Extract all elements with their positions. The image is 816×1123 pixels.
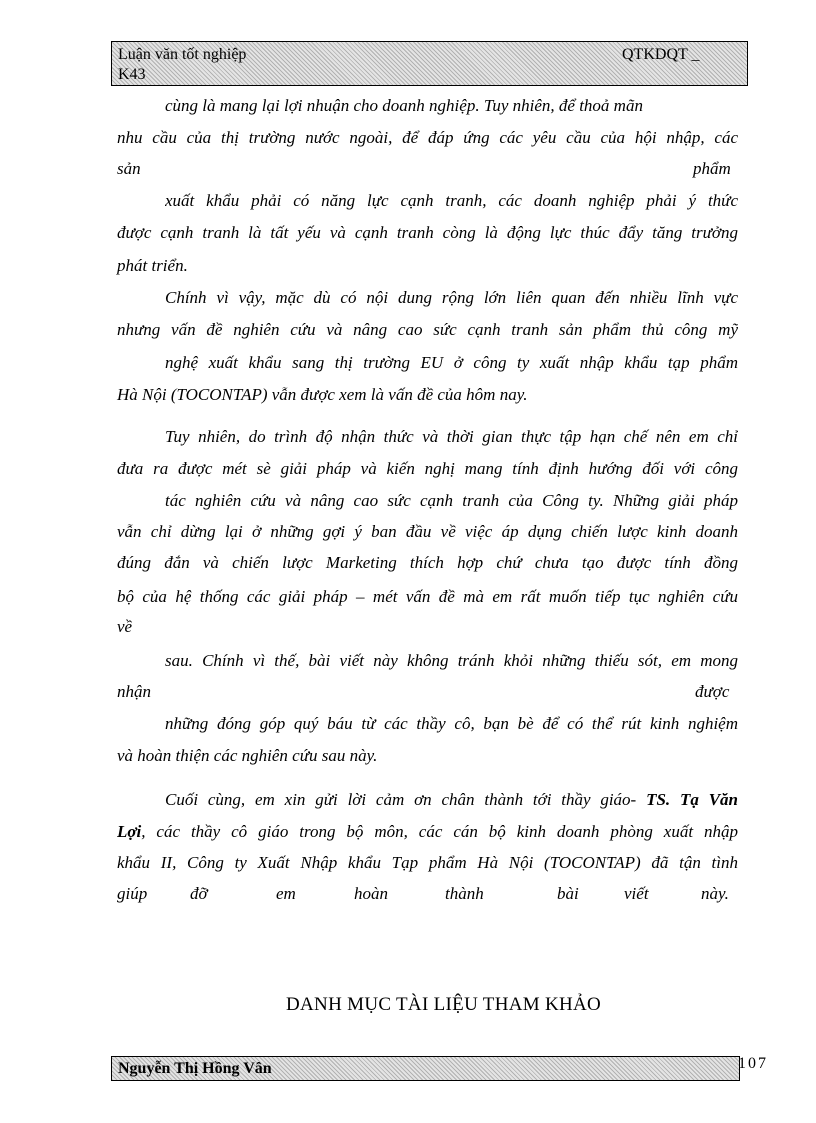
body-line: về — [117, 617, 133, 636]
body-line: vẫn chỉ dừng lại ở những gợi ý ban đầu về việc áp dụng chiến lược kinh doanh — [117, 522, 738, 541]
body-word: sản — [117, 159, 141, 178]
body-word: giúp — [117, 884, 148, 903]
header-title: Luận văn tốt nghiệp — [118, 46, 247, 63]
body-line: nhu cầu của thị trường nước ngoài, để đáp ứng các yêu cầu của hội nhập, các — [117, 128, 738, 147]
body-word: đỡ — [190, 884, 208, 903]
section-heading: DANH MỤC TÀI LIỆU THAM KHẢO — [286, 994, 602, 1015]
advisor-name-cont: Lợi — [117, 822, 142, 841]
body-word: thành — [445, 884, 484, 903]
body-line: xuất khẩu phải có năng lực cạnh tranh, các doanh nghiệp phải ý thức — [165, 191, 738, 210]
body-line: đưa ra được mét sè giải pháp và kiến nghị mang tính định hướng đối với công — [117, 459, 738, 478]
body-line: Hà Nội (TOCONTAP) vẫn được xem là vấn đề của hôm nay. — [117, 385, 528, 404]
footer-author: Nguyễn Thị Hồng Vân — [118, 1060, 272, 1077]
advisor-name: TS. Tạ Văn — [646, 790, 738, 809]
body-word: này. — [701, 884, 729, 903]
body-line: Chính vì vậy, mặc dù có nội dung rộng lớn liên quan đến nhiều lĩnh vực — [165, 288, 738, 307]
body-word: được — [695, 682, 730, 701]
body-word: phẩm — [693, 159, 731, 178]
page-footer — [111, 1056, 740, 1081]
body-line: phát triển. — [117, 256, 188, 275]
body-line: và hoàn thiện các nghiên cứu sau này. — [117, 746, 378, 765]
body-line: bộ của hệ thống các giải pháp – mét vấn đề mà em rất muốn tiếp tục nghiên cứu — [117, 587, 738, 606]
body-line: nghệ xuất khẩu sang thị trường EU ở công ty xuất nhập khẩu tạp phẩm — [165, 353, 738, 372]
page-header — [111, 41, 748, 86]
body-word: nhận — [117, 682, 151, 701]
body-line: tác nghiên cứu và nâng cao sức cạnh tranh của Công ty. Những giải pháp — [165, 491, 738, 510]
body-text: Cuối cùng, em xin gửi lời cảm ơn chân thành tới thầy giáo- — [165, 790, 647, 809]
body-line: cùng là mang lại lợi nhuận cho doanh nghiệp. Tuy nhiên, để thoả mãn — [165, 96, 643, 115]
header-course-code: QTKDQT _ — [622, 46, 700, 63]
body-line: những đóng góp quý báu từ các thầy cô, bạn bè để có thể rút kinh nghiệm — [165, 714, 738, 733]
body-line — [117, 822, 738, 844]
body-word: em — [276, 884, 296, 903]
body-text: , các thầy cô giáo trong bộ môn, các cán bộ kinh doanh phòng xuất nhập — [141, 822, 738, 841]
page-number: 107 — [738, 1055, 768, 1072]
body-word: viết — [624, 884, 649, 903]
body-line: được cạnh tranh là tất yếu và cạnh tranh còng là động lực thúc đẩy tăng trưởng — [117, 223, 738, 242]
body-line: đúng đắn và chiến lược Marketing thích hợp chứ chưa tạo được tính đồng — [117, 553, 738, 572]
body-word: bài — [557, 884, 579, 903]
body-line: sau. Chính vì thế, bài viết này không tránh khỏi những thiếu sót, em mong — [165, 651, 738, 670]
body-line: nhưng vấn đề nghiên cứu và nâng cao sức cạnh tranh sản phẩm thủ công mỹ — [117, 320, 738, 339]
header-course-code-cont: K43 — [118, 66, 146, 83]
body-word: hoàn — [354, 884, 388, 903]
body-line — [165, 790, 738, 812]
body-line: khẩu II, Công ty Xuất Nhập khẩu Tạp phẩm Hà Nội (TOCONTAP) đã tận tình — [117, 853, 738, 872]
body-line: Tuy nhiên, do trình độ nhận thức và thời gian thực tập hạn chế nên em chỉ — [165, 427, 738, 446]
